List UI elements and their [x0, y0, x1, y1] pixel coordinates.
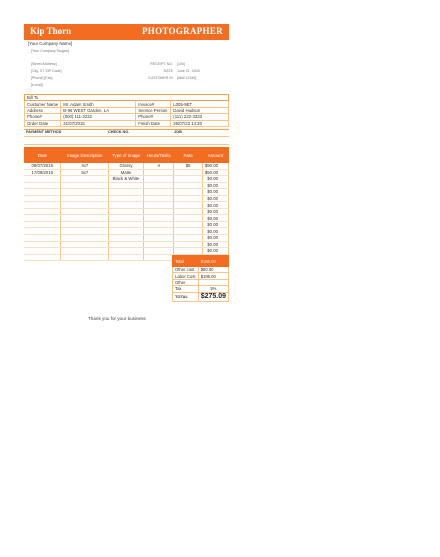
bill-value: (000) 111-2222 [61, 114, 136, 120]
bill-to-table [24, 94, 229, 127]
total-value: $185.00 [198, 256, 228, 267]
receipt-no-value: [100] [177, 62, 185, 66]
col-date-header: Date [24, 147, 61, 163]
cell-amount: $0.00 [202, 208, 228, 215]
cell-amount: $50.00 [202, 169, 228, 176]
cell-amount: $0.00 [202, 235, 228, 242]
total-label: Total [173, 256, 199, 267]
thank-you-note: Thank you for your business [88, 316, 146, 321]
cell-type: Matte [109, 169, 144, 176]
address-phone: [Phone] [Fax] [31, 76, 53, 80]
cell-description: 4x7 [61, 163, 109, 169]
customer-id-value: [ABC12345] [177, 76, 197, 80]
cell-amount: $0.00 [202, 215, 228, 222]
cell-hours: 4 [143, 163, 174, 169]
header-bar [24, 24, 229, 40]
cell-description [61, 254, 109, 261]
bill-label: Service Person [136, 107, 171, 113]
cell-amount: $0.00 [202, 195, 228, 202]
items-table [24, 147, 229, 261]
cell-date: 09/07/2015 [24, 163, 61, 169]
bill-label: Finish Date [136, 120, 171, 126]
job-label: JOB [174, 130, 182, 134]
tax-value: 5% [198, 286, 228, 292]
cell-type: Glossy [109, 163, 144, 169]
bill-value: 26/07/23 14:30 [171, 120, 229, 126]
col-hours-header: Hours/Tasks [143, 147, 174, 163]
bill-label: Invoice# [136, 101, 171, 107]
cell-description: 5x7 [61, 169, 109, 176]
cell-amount: $0.00 [202, 248, 228, 255]
labor-cost-value: $195.00 [198, 273, 228, 279]
bill-value: 31/07/2015 [61, 120, 136, 126]
address-street: [Street Address] [31, 62, 57, 66]
tax-label: Tax [173, 286, 199, 292]
bill-label: Phone# [25, 114, 61, 120]
cell-amount: $0.00 [202, 241, 228, 248]
labor-cost-label: Labor Cost [173, 273, 199, 279]
cell-amount: $0.00 [202, 202, 228, 209]
bill-value: (111) 222-3333 [171, 114, 229, 120]
col-description-header: Image Description [61, 147, 109, 163]
payment-method-label: PAYMENT METHOD [26, 130, 62, 134]
grand-total-label: TOTAL [173, 292, 199, 301]
photographer-name: Kip Thorn [30, 26, 72, 36]
cell-type: Black & White [109, 176, 144, 183]
header-title: PHOTOGRAPHER [142, 26, 223, 36]
cell-rate: $5 [174, 163, 202, 169]
cell-hours [143, 254, 174, 261]
company-slogan: [Your Company Slogan] [31, 49, 69, 53]
cell-amount: $0.00 [202, 254, 228, 261]
cell-type [109, 254, 144, 261]
payment-bar-mid [24, 136, 229, 137]
receipt-no-label: RECEIPT NO. [150, 62, 173, 66]
customer-id-label: CUSTOMER ID [147, 76, 173, 80]
totals-table [172, 255, 229, 302]
other-label: Other [173, 279, 199, 285]
cell-amount: $0.00 [202, 182, 228, 189]
col-rate-header: Rate [174, 147, 202, 163]
other-cost-label: Other cost [173, 267, 199, 273]
cell-date: 17/09/2015 [24, 169, 61, 176]
address-city: [City, ST ZIP Code] [31, 69, 62, 73]
bill-value: Mr. Adam Smith [61, 101, 136, 107]
cell-amount: $0.00 [202, 189, 228, 196]
bill-label: Order Date [25, 120, 61, 126]
bill-to-heading: Bill To [25, 95, 229, 101]
cell-amount: $0.00 [202, 228, 228, 235]
bill-value: B-96 WEST Garden, LA [61, 107, 136, 113]
col-type-header: Type of Image [109, 147, 144, 163]
col-amount-header: Amount [202, 147, 228, 163]
company-name: [Your Company Name] [28, 41, 73, 46]
cell-date [24, 254, 61, 261]
bill-label: Customer Name [25, 101, 61, 107]
cell-amount: $0.00 [202, 221, 228, 228]
payment-bar-bottom [24, 144, 229, 145]
bill-value: L005-9ET [171, 101, 229, 107]
date-value: June 21, 2005 [177, 69, 200, 73]
check-no-label: CHECK NO. [108, 130, 130, 134]
bill-label: Address [25, 107, 61, 113]
bill-label: Phone# [136, 114, 171, 120]
cell-amount: $0.00 [202, 176, 228, 183]
cell-amount: $90.00 [202, 163, 228, 169]
grand-total-value: $275.09 [198, 292, 228, 301]
address-email: [e-mail] [31, 83, 43, 87]
other-cost-value: $90.00 [198, 267, 228, 273]
date-label: DATE [163, 69, 173, 73]
bill-value: David Hudson [171, 107, 229, 113]
